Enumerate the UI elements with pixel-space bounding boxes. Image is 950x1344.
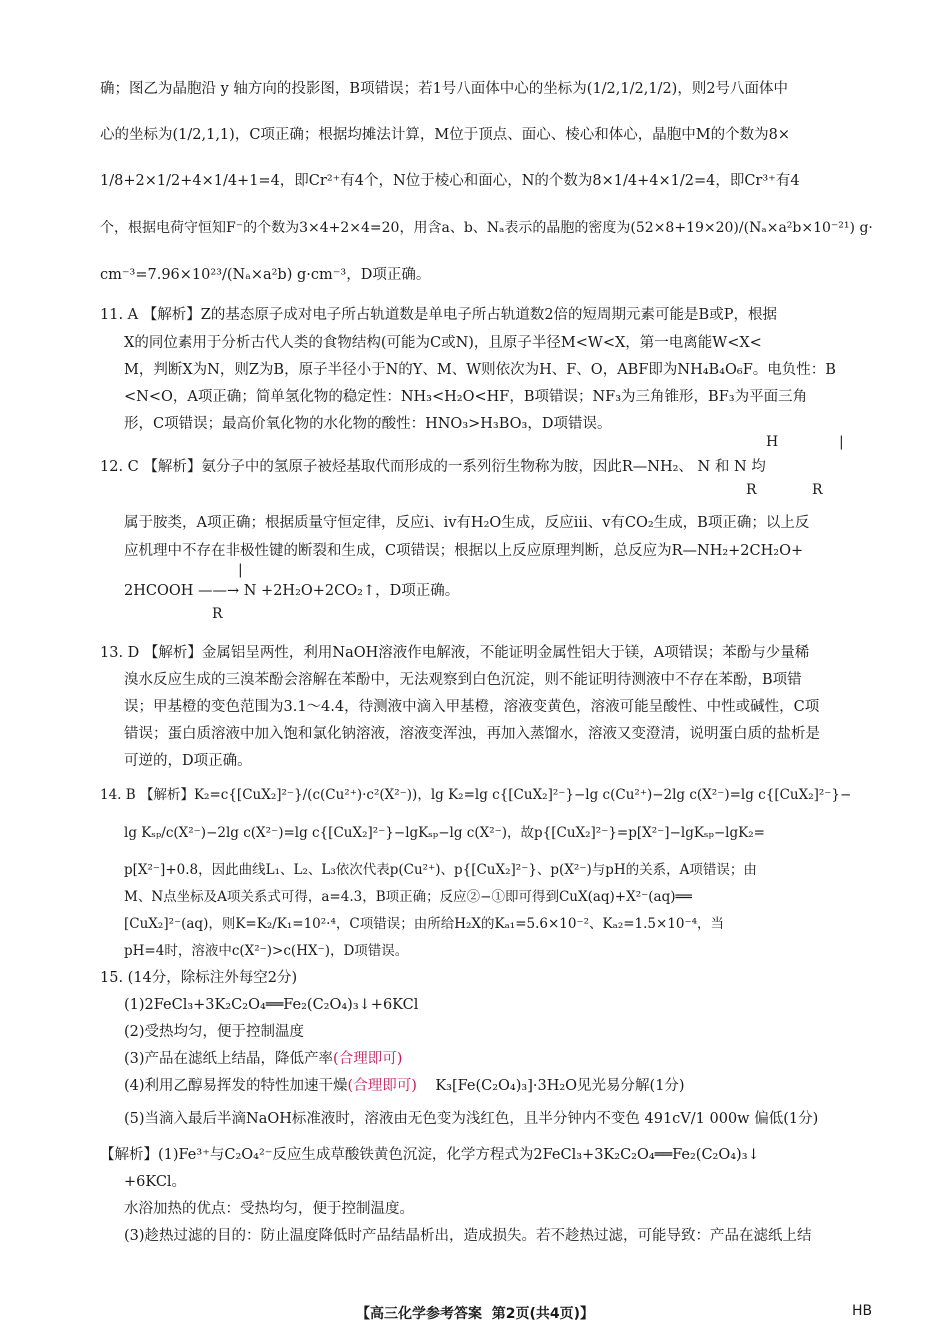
text-line: 2HCOOH ——→ N +2H₂O+2CO₂↑，D项正确。: [124, 583, 460, 599]
q15-answer-5: (5)当滴入最后半滴NaOH标准液时，溶液由无色变为浅红色，且半分钟内不变色 491cV/1 000w 偏低(1分): [124, 1111, 819, 1127]
text-line: cm⁻³=7.96×10²³/(Nₐ×a²b) g·cm⁻³，D项正确。: [100, 267, 431, 283]
text-line: 可逆的，D项正确。: [124, 753, 252, 769]
footer-subject: 【高三化学参考答案: [355, 1306, 482, 1322]
text-line: 应机理中不存在非极性键的断裂和生成，C项错误；根据以上反应原理判断，总反应为R—NH₂+2CH₂O+: [124, 543, 804, 559]
struct-bond: |: [238, 562, 243, 578]
text-line: 心的坐标为(1/2,1,1)，C项正确；根据均摊法计算，M位于顶点、面心、棱心和体心，晶胞中M的个数为8×: [100, 127, 790, 143]
q15-answer-2: (2)受热均匀，便于控制温度: [124, 1024, 305, 1040]
text-line: M，判断X为N，则Z为B，原子半径小于N的Y、M、W则依次为H、F、O，ABF即为NH₄B₄O₆F。电负性：B: [124, 362, 836, 378]
reasonable-note: (合理即可): [347, 1078, 417, 1094]
struct-h-label: H: [766, 434, 779, 450]
q11-line: 11. A 【解析】Z的基态原子成对电子所占轨道数是单电子所占轨道数2倍的短周期元素可能是B或P，根据: [100, 307, 777, 323]
text-line: pH=4时，溶液中c(X²⁻)>c(HX⁻)，D项错误。: [124, 943, 409, 959]
text-line: 误；甲基橙的变色范围为3.1～4.4，待测液中滴入甲基橙，溶液变黄色，溶液可能呈酸性、中性或碱性，C项: [124, 699, 820, 715]
text-line: M、N点坐标及A项关系式可得，a=4.3，B项正确；反应②−①即可得到CuX(aq)+X²⁻(aq)══: [124, 889, 692, 905]
text-line: p[X²⁻]+0.8，因此曲线L₁、L₂、L₃依次代表p(Cu²⁺)、p{[CuX₂]²⁻}、p(X²⁻)与pH的关系，A项错误；由: [124, 862, 757, 878]
text-line: 个，根据电荷守恒知F⁻的个数为3×4+2×4=20，用含a、b、Nₐ表示的晶胞的密度为(52×8+19×20)/(Nₐ×a²b×10⁻²¹) g·: [100, 220, 873, 236]
text-line: X的同位素用于分析古代人类的食物结构(可能为C或N)，且原子半径M<W<X，第一电离能W<X<: [124, 335, 762, 351]
text-line: 水浴加热的优点：受热均匀，便于控制温度。: [124, 1201, 414, 1217]
q14-line: 14. B 【解析】K₂=c{[CuX₂]²⁻}/(c(Cu²⁺)·c²(X²⁻))，lg K₂=lg c{[CuX₂]²⁻}−lg c(Cu²⁺)−2lg c(X²⁻)=lg c{[CuX₂]²⁻}−: [100, 787, 852, 803]
answer-text: K₃[Fe(C₂O₄)₃]·3H₂O见光易分解(1分): [435, 1078, 685, 1094]
struct-bond: |: [839, 434, 844, 450]
q13-line: 13. D 【解析】金属铝呈两性，利用NaOH溶液作电解液，不能证明金属性铝大于镁，A项错误；苯酚与少量稀: [100, 645, 810, 661]
text-line: <N<O，A项正确；简单氢化物的稳定性：NH₃<H₂O<HF，B项错误；NF₃为三角锥形，BF₃为平面三角: [124, 389, 808, 405]
answer-text: (4)利用乙醇易挥发的特性加速干燥: [124, 1078, 348, 1094]
q15-header: 15. (14分，除标注外每空2分): [100, 970, 298, 986]
text-line: lg Kₛₚ/c(X²⁻)−2lg c(X²⁻)=lg c{[CuX₂]²⁻}−lgKₛₚ−lg c(X²⁻)，故p{[CuX₂]²⁻}=p[X²⁻]−lgKₛₚ−lgK₂=: [124, 825, 765, 841]
footer-title: [0, 1303, 950, 1323]
analysis-line: [100, 1144, 760, 1166]
footer-page-number: 第2页(共4页)】: [491, 1306, 595, 1322]
text-line: 确；图乙为晶胞沿 y 轴方向的投影图，B项错误；若1号八面体中心的坐标为(1/2,1/2,1/2)，则2号八面体中: [100, 81, 789, 97]
text-line: (3)趁热过滤的目的：防止温度降低时产品结晶析出，造成损失。若不趁热过滤，可能导致：产品在滤纸上结: [124, 1228, 812, 1244]
text-line: 形，C项错误；最高价氧化物的水化物的酸性：HNO₃>H₃BO₃，D项错误。: [124, 416, 612, 432]
q15-answer-4: [124, 1075, 685, 1097]
text-line: 属于胺类，A项正确；根据质量守恒定律，反应ⅰ、ⅳ有H₂O生成，反应ⅲ、ⅴ有CO₂生成，B项正确；以上反: [124, 515, 810, 531]
footer-code: HB: [852, 1303, 873, 1319]
struct-r-label: R: [212, 606, 223, 622]
text-line: +6KCl。: [124, 1174, 187, 1190]
reasonable-note: (合理即可): [333, 1051, 403, 1067]
q12-line: 12. C 【解析】氨分子中的氢原子被烃基取代而形成的一系列衍生物称为胺，因此R—NH₂、 N 和 N 均: [100, 459, 766, 475]
text-line: 溴水反应生成的三溴苯酚会溶解在苯酚中，无法观察到白色沉淀，则不能证明待测液中不存在苯酚，B项错: [124, 672, 802, 688]
q15-answer-3: [124, 1048, 402, 1070]
answer-text: (3)产品在滤纸上结晶，降低产率: [124, 1051, 334, 1067]
analysis-text: 【解析】(1)Fe³⁺与C₂O₄²⁻反应生成草酸铁黄色沉淀，化学方程式为2FeCl₃+3K₂C₂O₄══Fe₂(C₂O₄)₃↓: [100, 1147, 760, 1163]
text-line: 错误；蛋白质溶液中加入饱和氯化钠溶液，溶液变浑浊，再加入蒸馏水，溶液又变澄清，说明蛋白质的盐析是: [124, 726, 820, 742]
text-line: [CuX₂]²⁻(aq)，则K=K₂/K₁=10²·⁴，C项错误；由所给H₂X的Kₐ₁=5.6×10⁻²、Kₐ₂=1.5×10⁻⁴，当: [124, 916, 725, 932]
text-line: 1/8+2×1/2+4×1/4+1=4，即Cr²⁺有4个，N位于棱心和面心，N的个数为8×1/4+4×1/2=4，即Cr³⁺有4: [100, 173, 800, 189]
struct-r-label: R: [812, 482, 823, 498]
q15-answer-1: (1)2FeCl₃+3K₂C₂O₄══Fe₂(C₂O₄)₃↓+6KCl: [124, 997, 419, 1013]
struct-r-label: R: [746, 482, 757, 498]
